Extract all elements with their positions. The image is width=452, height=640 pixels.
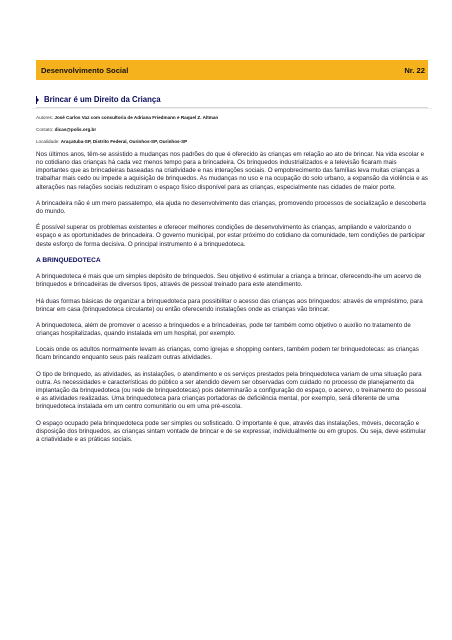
- section-header-bar: [36, 60, 428, 80]
- article-title-row: [36, 95, 428, 108]
- article-meta: [36, 115, 428, 145]
- issue-number: Nr. 22: [404, 65, 425, 75]
- paragraph: A brincadeira não é um mero passatempo, ela ajuda no desenvolvimento das crianças, promovendo processos de socialização e descoberta do mundo.: [36, 199, 426, 216]
- section-name: Desenvolvimento Social: [41, 65, 129, 75]
- document-page: [36, 60, 428, 452]
- article-title: Brincar é um Direito da Criança: [44, 95, 161, 104]
- contact-line: [36, 127, 428, 133]
- paragraph: Há duas formas básicas de organizar a brinquedoteca para possibilitar o acesso das crianças aos brinquedos: através de empréstimo, para brincar em casa (brinquedoteca circulante) ou então oferecendo instalações onde as crianças vão brincar.: [36, 297, 423, 313]
- contact-label: Contato:: [36, 127, 54, 132]
- title-marker-icon: [36, 96, 41, 104]
- paragraph: É possível superar os problemas existentes e oferecer melhores condições de desenvolvimento às crianças, ampliando e valorizando o espaço e as oportunidades de brincadeira. O governo municipal, por estar próximo do cotidiano da comunidade, tem condições de participar deste esforço de forma decisiva. O principal instrumento é a brinquedoteca.: [36, 224, 426, 248]
- authors-value: José Carlos Vaz com consultoria de Adriana Friedmann e Raquel Z. Altman: [54, 115, 219, 120]
- authors-label: Autores:: [36, 115, 54, 120]
- paragraph: Locais onde os adultos normalmente levam as crianças, como igrejas e shopping centers, também podem ter brinquedotecas: as crianças ficam brincando enquanto seus pais realizam outras atividades.: [36, 346, 419, 362]
- contact-value[interactable]: dicas@polis.org.br: [54, 127, 97, 132]
- paragraph: Nos últimos anos, têm-se assistido a mudanças nos padrões do que é oferecido às crianças em relação ao ato de brincar. Na vida escolar e no cotidiano das crianças há cada vez menos tempo para a brincadeira. Os brinquedos industrializados e a televisão ficaram mais importantes que as brincadeiras baseadas na criatividade e nas interações sociais. O empobrecimento das famílias leva muitas crianças a trabalhar mais cedo ou impede a aquisição de brinquedos. As mudanças no uso e na ocupação do solo urbano, a expansão da violência e as alterações nas relações sociais reduziram o espaço físico disponível para as crianças, especialmente nas cidades de maior porte.: [36, 151, 428, 191]
- paragraph: A brinquedoteca, além de promover o acesso a brinquedos e a brincadeiras, pode ter também como objetivo o auxílio no tratamento de crianças hospitalizadas, quando instalada em um hospital, por exemplo.: [36, 321, 411, 338]
- paragraph: O espaço ocupado pela brinquedoteca pode ser simples ou sofisticado. O importante é que, através das instalações, móveis, decoração e disposição dos brinquedos, as crianças sintam vontade de brincar e de se expressar, individualmente ou em grupos. Ou seja, deve estimular a criatividade e as práticas sociais.: [36, 419, 426, 443]
- location-value: Araçatuba-SP, Distrito Federal, Ourinhos-SP, Ourinhos-SP: [60, 139, 188, 144]
- authors-line: [36, 115, 428, 121]
- paragraph: O tipo de brinquedo, as atividades, as instalações, o atendimento e os serviços prestados pela brinquedoteca variam de uma situação para outra. As necessidades e características do público a ser atendido devem ser observadas com cuidado no processo de planejamento da implantação da brinquedoteca (ou rede de brinquedotecas) pois determinarão a configuração do espaço, o acervo, o treinamento do pessoal e as atividades realizadas. Uma brinquedoteca para crianças portadoras de deficiência mental, por exemplo, será diferente de uma brinquedoteca instalada em um centro comunitário ou em uma pré-escola.: [36, 370, 427, 411]
- location-line: [36, 139, 428, 145]
- location-label: Localidade:: [36, 139, 60, 144]
- paragraph: A brinquedoteca é mais que um simples depósito de brinquedos. Seu objetivo é estimular a criança a brincar, oferecendo-lhe um acervo de brinquedos e brincadeiras de diversos tipos, através de pessoal treinado para este atendimento.: [36, 273, 422, 289]
- section-heading: A BRINQUEDOTECA: [36, 256, 101, 264]
- article-body: [36, 151, 428, 444]
